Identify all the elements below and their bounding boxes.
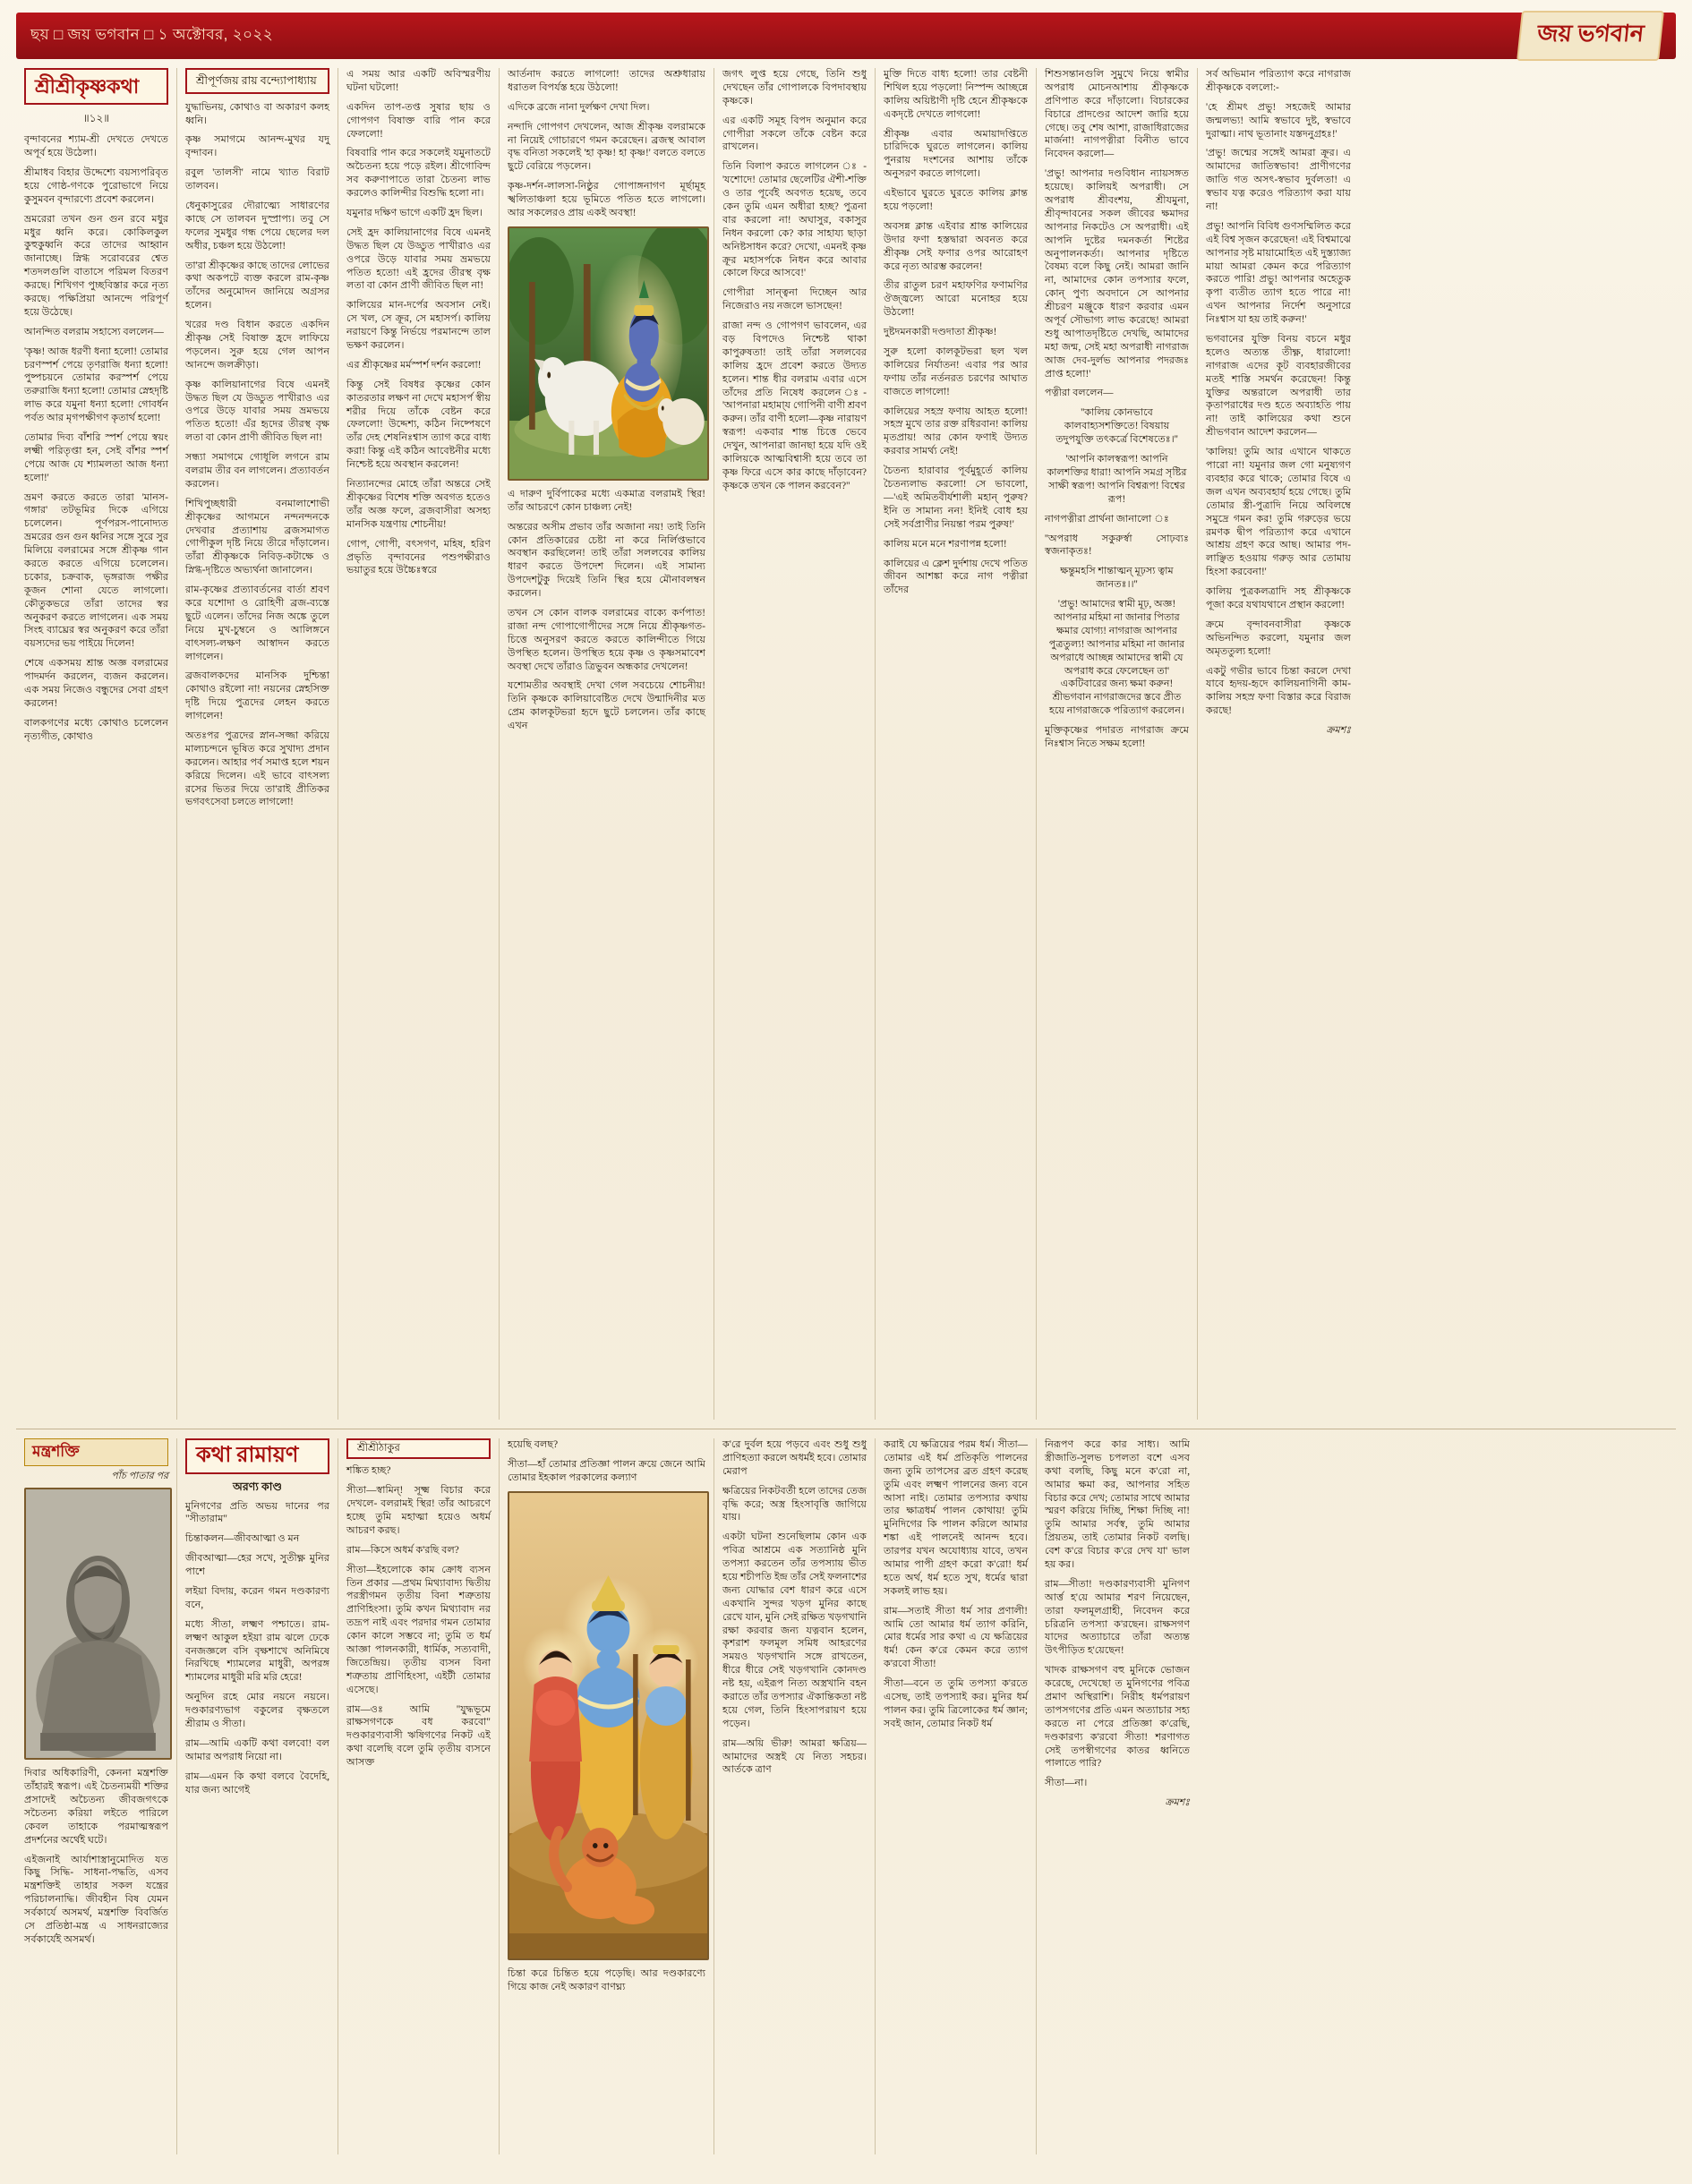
ramayan-col-3 [500, 1438, 714, 2154]
paragraph: কালিয়ের এ ক্লেশ দুর্দশায় দেখে পতিত জীবন আশঙ্কা করে নাগ পত্নীরা তাঁদের [884, 558, 1028, 596]
krishna-col-1 [16, 68, 177, 1420]
paragraph: এ সময় আর একটি অবিস্মরণীয় ঘটনা ঘটলো! [346, 69, 491, 93]
paragraph: রাম—সীতা! দণ্ডকারণ্যবাসী মুনিগণ আর্ত্ত হ'য়ে আমার শরণ নিয়েছেন, তারা ফলমূলগ্রাহী, নিবেদন করে চরিত্রনি তপস্যা ক'রছেন। রাক্ষসগণ যাদের অত্যাচারে তাঁরা অত্যন্ত উৎপীড়িত হ'য়েছেন! [1045, 1578, 1190, 1657]
paragraph: রাম—ওঃ আমি "যুদ্ধভূমে রাক্ষসগণকে বধ করবো" দণ্ডকারণ্যবাসী ঋষিগণের নিকট এই কথা বলেছি বলে তুমি তৃতীয় ব্যসনে আসক্ত [346, 1703, 491, 1769]
paragraph: হয়েছি বলছ? [508, 1439, 559, 1450]
continued-marker: ক্রমশঃ [1165, 1797, 1190, 1809]
paragraph: চিন্তা করে চিন্তিত হয়ে পড়েছি। আর দণ্ডকারণ্যে গিয়ে কাজ নেই অকারণ বাণঘ্ন্য [508, 1967, 705, 1992]
paragraph: অবসন্ন ক্লান্ত এইবার শ্রান্ত কালিয়ের উদার ফণা হস্তদ্বারা অবনত করে শ্রীকৃষ্ণ সেই ফণার ওপর আরোহণ করে নৃত্য আরম্ভ করলেন! [884, 220, 1028, 272]
paragraph: এর শ্রীকৃষ্ণের মর্মস্পর্শ দর্শন করলো! [346, 359, 482, 371]
krishna-col-6 [876, 68, 1037, 1420]
paragraph: কৃষ্ণ-দর্শন-লালসা-নিষ্ঠুর গোপাঙ্গনাগণ মূর্ছামূহ স্খলিতাঞ্চলা হয়ে ভূমিতে পতিত হতে লাগলো। আর সকলেরও প্রায় একই অবস্থা! [508, 181, 705, 219]
krishna-with-calf-illustration [508, 226, 709, 481]
paragraph: সুরু হলো কালকূটভরা ছল খল কালিয়ের নির্যাতন! এবার পর আর ফণায় তাঁর নর্তনরত চরণের আঘাত বাজতে লাগলো! [884, 346, 1028, 397]
paragraph: 'প্রভু! আপনার দণ্ডবিধান ন্যায়সঙ্গত হয়েছে। কালিয়ই অপরাধী। সে অপরাধ শ্রীবংশয়, শ্রীযমুনা, শ্রীবৃন্দাবনের সকল জীবের ক্ষমাদর আপনার নিকটেও সে অপরাধী। এই আপনি দুষ্টের দমনকর্তা শিষ্টের অনুপালনকর্তা। আপনার দৃষ্টিতে বৈষম্য বলে কিছু নেই। আমরা জানি না, আমাদের কোন তপস্যার ফলে, কোন্ পুণ্য অবদানে সে আপনার শ্রীচরণ মঞ্জুকে ধারণ করবার এমন অপূর্ব সৌভাগ্য লাভ করেছে! আমরা শুধু আপাতদৃষ্টিতে দেখছি, আমাদের মহা জন্ম, সেই মহা অপরাধী নাগরাজ আজ দেব-দুর্লভ আপনার পদরজঃ প্রাপ্ত হলো!' [1045, 168, 1189, 380]
paragraph: জগৎ লুপ্ত হয়ে গেছে, তিনি শুধু দেখছেন তাঁর গোপালকে বিপদাবস্থায় কৃষ্ণকে। [722, 69, 867, 107]
paragraph: অতঃপর পুত্রদের স্নান-সজ্জা করিয়ে মাল্যচন্দনে ভূষিত করে সুখাদ্য প্রদান করলেন। আহার পর্ব সমাপ্ত হলে শয়ন করিয়ে দিলেন। এই ভাবে বাৎসল্য রসের ভিতর দিয়ে তা'রাই প্রীতিকর ভগবৎসেবা চলতে লাগলো! [185, 730, 329, 808]
mantra-shakti-column [16, 1438, 177, 2154]
paragraph: সীতা—না। [1045, 1778, 1088, 1789]
paragraph: সন্ধ্যা সমাগমে গোধূলি লগনে রাম বলরাম তীর বন লাগলেন। প্রত্যাবর্তন করলেন। [185, 452, 329, 490]
paragraph: শিশুসন্তানগুলি সুমুখে নিয়ে স্বামীর অপরাধ মোচনআশায় শ্রীকৃষ্ণকে প্রণিপাত করে দাঁড়ালো। বিচারকের বিচারে প্রাদণ্ডের আদেশ জারি হয়ে গেছে। তবু শেষ আশা, রাজাধিরাজের মার্জনা! নাগপত্নীরা বিনীত ভাবে নিবেদন করলো— [1045, 69, 1189, 160]
paragraph: নিরূপণ করে কার সাধ্য। আমি স্ত্রীজাতি-সুলভ চপলতা বশে এসব কথা বলছি, কিছু মনে ক'রো না, আমার ক্ষমা কর, আপনার সহিত বিচার করে দেখ; তোমার সাথে আমার স্মরণ করিয়ে দিচ্ছি, শিক্ষা দিচ্ছি না! তুমি আমার সর্বস্ব, তুমি আমার প্রিয়তম, তাই তোমার নিকট বলছি। বেশ ক'রে বিচার ক'রে দেখ যা' ভাল হয় কর। [1045, 1439, 1190, 1571]
paragraph: গোপ, গোপী, বৎসগণ, মহিষ, হরিণ প্রভৃতি বৃন্দাবনের পশুপক্ষীরাও ভয়াতুর হয়ে উচ্চৈঃস্বরে [346, 538, 491, 576]
krishna-col-3 [338, 68, 500, 1420]
paragraph: তখন সে কোন বালক বলরামের বাক্যে কর্ণপাত! রাজা নন্দ গোপাগোপীদের সঙ্গে নিয়ে শ্রীকৃষ্ণগত-চিত্তে অনুসরণ করতে করতে কালিন্দীতে গিয়ে উপস্থিত হলেন। উপস্থিত হয়ে কৃষ্ণ ও কৃষ্ণসমাবেশ অবস্থা দেখে তাঁরাও ত্রিভুবন অন্ধকার দেখলেন! [508, 608, 705, 672]
paragraph: সীতা—স্বামিন্! সূক্ষ্ম বিচার করে দেখলে- বলরামই স্থির! তাঁর আচরণে হচ্ছে তুমি মহাত্মা হয়েও অধর্ম আচরণ করছ। [346, 1485, 491, 1536]
paragraph: একটা ঘটনা শুনেছিলাম কোন এক পবিত্র আশ্রমে এক সত্যানিষ্ঠ মুনি তপস্যা করতেন তাঁর তপস্যায় ভীত হয়ে শচীপতি ইন্দ্র তাঁর সেই ফলনাশের জন্য যোদ্ধার বেশ ধারণ করে এসে একখানি সুন্দর খড়গ মুনির কাছে রেখে যান, মুনি সেই রক্ষিত খড়গখানি রক্ষা করবার জন্য যত্নবান হলেন, কৃশরাশ ফলমূল সমিধ আহরণের সময়ও খড়গখানি সঙ্গে রাখতেন, ধীরে ধীরে সেই খড়গখানি কোনদণ্ড নষ্ট হয়, এইরূপ নিত্য অস্ত্রখানি বহন করাতে তাঁর তপস্যার ঐকান্তিকতা নষ্ট হয়ে গেল, তিনি হিংসাপরায়ণ হয়ে পড়েন। [722, 1531, 867, 1729]
mantra-shakti-continued-from: পাঁচ পাতার পর [111, 1470, 168, 1481]
paragraph: চৈতন্য হারাবার পূর্বমুহূর্তে কালিয় চৈতন্যলাভ করলো! সে ভাবলো,—'এই অমিতবীর্যশালী মহান্ পুরুষ? ইনি ত সামান্য নন! ইনিই বোধ হয় সেই সর্বপ্রাণীর নিয়ন্তা পরম পুরুষ!' [884, 465, 1028, 530]
katha-ramayan-title: কথা রামায়ণ [196, 1444, 299, 1467]
paragraph: তা'রা শ্রীকৃষ্ণের কাছে তাদের লোভের কথা অকপটে ব্যক্ত করলে রাম-কৃষ্ণ তাঁদের অনুমোদন জানিয়ে অগ্রসর হলেন। [185, 260, 329, 311]
paragraph: সর্ব অভিমান পরিত্যাগ করে নাগরাজ শ্রীকৃষ্ণকে বললো:- [1206, 69, 1351, 93]
paragraph: ''কালিয় কোনভাবে কালবাহ্যসশক্তিতে! বিষয়ায় তদুপযুক্তি তৎকর্ত্রে বিশেষতেঃ।'' [1055, 407, 1178, 446]
paragraph: আনন্দিত বলরাম সহাস্যে বললেন— [24, 326, 164, 337]
paragraph: ক্ষত্রিয়ের নিকটবর্তী হলে তাদের তেজ বৃদ্ধি করে; অস্ত্র হিংসাবৃত্তি জাগিয়ে যায়। [722, 1485, 867, 1523]
paragraph: এদিকে ব্রজে নানা দুর্লক্ষণ দেখা দিল। [508, 101, 650, 113]
paragraph: শ্রীকৃষ্ণ এবার অমায়াদপ্তিতে চারিদিকে ঘুরতে লাগলেন। কালিয় পুনরায় দংশনের আশায় তাঁকে অনুসরণ করতে লাগলো। [884, 128, 1028, 180]
paragraph: করাই যে ক্ষত্রিয়ের পরম ধর্ম। সীতা—তোমার এই ধর্ম প্রতিকৃতি পালনের জন্য তুমি তাপসের ব্রত গ্রহণ করেছ তুমি এবং লক্ষ্মণ পালনের জন্য বনে আসা নাই। তোমার তপস্যার কথায় তার ক্ষাত্রধর্ম পালন কোথায়! তুমি মুনিদিগের কি পালন করিলে আমার শঙ্কা এই পালনেই আনন্দ হবে। তারপর যখন অযোধ্যায় যাবে, তখন আমার পাপী গ্রহণ করো ক'রো! ধর্ম হতে অর্থ, ধর্ম হতে সুখ, ধর্মের দ্বারা সকলই লাভ হয়। [884, 1439, 1028, 1597]
paragraph: একটু গভীর ভাবে চিন্তা করলে দেখা যাবে হৃদয়-হৃদে কালিয়নাগিনী কাম-কালিয় সহস্র ফণা বিস্তার করে বিরাজ করছে! [1206, 665, 1351, 717]
ramayan-col-4 [714, 1438, 876, 2154]
paragraph: অনুদিন রহে মোর নয়নে নয়নে। দণ্ডকারণ্যভাগ বকুলের বৃক্ষতলে শ্রীরাম ও সীতা। [185, 1692, 329, 1729]
paragraph: ক'রে দুর্বল হয়ে পড়বে এবং শুধু শুধু প্রাণিহত্যা করলে অধর্মই হবে। তোমার মেরাপ [722, 1439, 867, 1477]
ramayan-col-2 [338, 1438, 500, 2154]
paragraph: কিন্তু সেই বিষধর কৃষ্ণের কোন কাতরতার লক্ষণ না দেখে মহাসর্প স্বীয় শরীর দিয়ে তাঁকে বেষ্টন করে ফেললো! উদ্দেশ্য, কঠিন নিষ্পেষণে তাঁর দেহ শেষনিঃশ্বাস ত্যাগ করে বাধ্য করা! কিন্তু এই কঠিন আবেষ্টনীর মধ্যে নিশ্চেষ্ট হয়ে অবস্থান করলেন! [346, 379, 491, 471]
masthead-issue-line: ছয় □ জয় ভগবান □ ১ অক্টোবর, ২০২২ [30, 26, 274, 43]
paragraph: গোপীরা সান্ত্বনা দিচ্ছেন আর নিজেরাও নয় নজলে ভাসছেন! [722, 287, 867, 312]
paragraph: রাম—সতাই সীতা ধর্ম সার প্রণালী! আমি তো আমার ধর্ম ত্যাগ করিনি, মোর ধর্মের সার কথা এ যে ক্ষত্রিয়ের ধর্ম! কেন ক'রে কেমন করে ত্যাগ ক'রবো সীতা! [884, 1605, 1028, 1670]
paragraph: একদিন তাপ-তপ্ত সুষার ছায় ও গোপগণ বিষাক্ত বারি পান করে ফেললো! [346, 101, 491, 140]
krishna-katha-author: শ্রীপূর্ণজয় রায় বন্দ্যোপাধ্যায় [196, 74, 317, 87]
paragraph: ভ্রমণ করতে করতে তারা 'মানস-গঙ্গার' তটভূমির দিকে এগিয়ে চলেলেন। পূর্ণপরস-পানোদ্যত ভ্রমরের গুন গুন ধ্বনির সঙ্গে সুরে সুর মিলিয়ে বলরামের সঙ্গে শ্রীকৃষ্ণ গান করতে করতে এগিয়ে চলেলেন। চকোর, চক্রবাক, ভৃঙ্গরাজ পক্ষীর কূজন শোনা যেতে লাগলো। কৌতুকভরে তাঁরা তাদের স্বর অনুকরণ করতে লাগলেন। এক সময় সিংহ ব্যাঘ্রের স্বর অনুকরণ করে তাঁরা বয়স্যদের ভয় পাইয়ে দিলেন! [24, 491, 168, 650]
paragraph: সীতা—ইহলোকে কাম ক্রোধ ব্যসন তিন প্রকার —প্রথম মিথ্যাবাদ্য দ্বিতীয় পরস্ত্রীগমন তৃতীয় বিনা শত্রুতায় প্রাণিহিংসা। তুমি কখন মিথ্যাবাদ নর তদ্রূপ নাই এবং পরদার গমন তোমার কোন কালে সম্ভবে না; তুমি ত ধর্ম আজ্ঞা পালনকারী, ধার্মিক, সত্যবাদী, জিতেন্দ্রিয়। তৃতীয় ব্যসন বিনা শত্রুতায় প্রাণিহিংসা, এইটী তোমার এসেছে। [346, 1564, 491, 1695]
paragraph: লইয়া বিদায়, করেন গমন দণ্ডকারণ্য বনে, [185, 1585, 329, 1610]
paragraph: কৃষ্ণ সমাগমে আনন্দ-মুখর যদু বৃন্দাবন। [185, 134, 329, 159]
paragraph: ক্ষন্তুমহসি শান্তাত্মন্ মূঢ়স্য ত্বাম জানতঃ।।'' [1060, 566, 1174, 591]
masthead [16, 13, 1676, 59]
lower-section [16, 1438, 1676, 2154]
paragraph: রাম—কিসে অধর্ম ক'রছি বল? [346, 1544, 459, 1556]
paragraph: খরের দণ্ড বিধান করতে একদিন শ্রীকৃষ্ণ সেই বিষাক্ত হ্রদে লাফিয়ে পড়লেন। সুরু হয়ে গেল আপন আনন্দে জলক্রীড়া। [185, 320, 329, 371]
paragraph: রাম-কৃষ্ণের প্রত্যাবর্তনের বার্তা শ্রবণ করে যশোদা ও রোহিণী ব্রজ-ব্যস্তে ছুটে এলেন। তাঁদের নিজ অঙ্কে তুলে নিয়ে মুখ-চুম্বনে ও আলিঙ্গনে বাৎসল্য-লক্ষণ আস্বাদন করতে লাগলেন। [185, 584, 329, 662]
krishna-col-4 [500, 68, 714, 1420]
paragraph: প্রভু! আপনি বিবিধ গুণসম্মিলিত করে এই বিশ্ব সৃজন করেছেন! এই বিশ্বমাঝে আপনার সৃষ্ট মায়ামোহিত এই দুস্ত্যাজ্য মায়া আমরা কেমন করে পরিত্যাগ করতে পারি! প্রভু! আপনার অহেতুক কৃপা ব্যতীত ত্যাগ হতে পারে না! এখন আপনার নির্দেশ অনুসারে নিঃশ্বাস যা হয় তাই করুন!' [1206, 220, 1351, 326]
masthead-logo: জয় ভগবান [1517, 11, 1664, 61]
paragraph: খাদক রাক্ষসগণ বহু মুনিকে ভোজন করেছে, দেখেছো ত মুনিগণের পবিত্র প্রমাণ অস্থিরাশি। নিরীহ ধর্মপরায়ণ তাপসগণের প্রতি এমন অত্যাচার সহ্য করতে না পেরে প্রতিজ্ঞা ক'রেছি, দণ্ডকারণ্য ক'রবো সীতা! শরণাগত সেই তপস্বীগণের কাতর ধ্বনিতে পালাতে পারি? [1045, 1665, 1190, 1770]
paragraph: ''অপরাধ সকুরুর্স্বা সোঢ়ব্যঃ স্বজনাকৃতঃ! [1045, 533, 1189, 558]
paragraph: কৃষ্ণ কালিয়ানাগের বিষে এমনই উদ্ধত ছিল যে উড্ডুত পাখীরাও এর ওপরে উড়ে যাবার সময় ভ্রমভয়ে পতিত হতো! এঁর হৃদের তীরস্থ বৃক্ষ লতা বা কোন প্রাণী জীবিত ছিল না! [185, 379, 329, 444]
paragraph: 'কৃষ্ণ! আজ ধরণী ধন্যা হলো! তোমার চরণস্পর্শ পেয়ে তৃণরাজি ধন্যা হলো! পুষ্পচয়নে তোমার করস্পর্শ পেয়ে তরুরাজি ধন্যা হলো! তোমার স্নেহদৃষ্টি লাভ করে যমুনা ধন্যা হলো! গোবর্ধন পর্বত আর মৃগপক্ষীগণ কৃতার্থ হলো! [24, 346, 168, 424]
mantra-shakti-header [24, 1438, 168, 1466]
paragraph: শঙ্কিত হচ্ছ? [346, 1465, 391, 1477]
krishna-katha-title: শ্রীশ্রীকৃষ্ণকথা [35, 75, 140, 98]
paragraph: 'হে শ্রীমৎ প্রভু! সহজেই আমার জন্মলভ্য! আমি স্বভাবে দুষ্ট, স্বভাবে দুরাত্মা। নাথ ভূতানাং যস্তদনুগ্রহঃ!' [1206, 101, 1351, 140]
paragraph: জীবআত্মা—হের সখে, সুতীক্ষ্ণ মুনির পাশে [185, 1553, 329, 1578]
paragraph: নিত্যানন্দের মোহে তাঁরা অন্তরে সেই শ্রীকৃষ্ণের বিশেষ শক্তি অবগত হতেও তাঁর অজ্ঞ ফলে, ব্রজবাসীরা অসহ্য মানসিক যন্ত্রণায় শোচনীয়! [346, 479, 491, 530]
paragraph: বৃন্দাবনের শ্যাম-শ্রী দেখতে দেখতে অপূর্ব হয়ে উঠেলা। [24, 134, 168, 159]
paragraph: রাম—এমন কি কথা বলবে বৈদেহি, যার জন্য আগেই [185, 1770, 329, 1796]
krishna-katha-serial: ॥১২॥ [82, 112, 110, 125]
continued-marker: ক্রমশঃ [1326, 725, 1351, 737]
paragraph: আর্তনাদ করতে লাগলো! তাদের অশ্রুধারায় ধরাতল বিপর্যস্ত হয়ে উঠলো! [508, 69, 705, 93]
paragraph: ভগবানের যুক্তি বিনয় বচনে মধুর হলেও অত্যন্ত তীক্ষ্ণ, ধারালো! নাগরাজ এদের কূট ব্যবহারজীবের মতই শাস্তি সমর্থন করেছেন! কিন্তু যুক্তির অন্তরালে অপরাধী তার কৃতাপরাধের দণ্ড হতে অব্যাহতি পায় না! তাই কালিয়ের কথা শুনে শ্রীভগবান আদেশ করলেন— [1206, 334, 1351, 439]
paragraph: রবুল 'তালসী' নামে খ্যাত বিরাট তালবন। [185, 167, 329, 192]
paragraph: ধেনুকাসুরের দৌরাত্ম্যে সাধারণের কাছে সে তালবন দুস্প্রাপ্য। তবু সে ফলের সুমধুর গন্ধ পেয়ে ছেলের দল অধীর, চঞ্চল হয়ে উঠলো! [185, 200, 329, 252]
krishna-col-8 [1198, 68, 1359, 1420]
katha-ramayan-author-block [346, 1438, 491, 1459]
paragraph: 'কালিয়! তুমি আর এখানে থাকতে পারো না! যমুনার জল গো মনুষ্যগণ ব্যবহার করে থাকে; তোমার বিষে এ জল এখন অব্যবহার্য হয়ে গেছে। তুমি তোমার স্ত্রী-পুত্রাদি নিয়ে অবিলম্বে সমুদ্রে গমন কর! তুমি গরুড়ের ভয়ে রমণক দ্বীপ পরিত্যাগ করে এখানে আশ্রয় গ্রহণ করে আছ। আমার পদ-লাঞ্ছিত হওয়ায় গরুড় আর তোমায় হিংসা করবেনা!' [1206, 447, 1351, 578]
paragraph: 'প্রভু! আমাদের স্বামী মূঢ়, অজ্ঞ! আপনার মহিমা না জানার পিতার ক্ষমার যোগ্য! নাগরাজ আপনার পুত্রতুল্য! আপনার মহিমা না জানার অপরাধে আচ্ছন্ন আমাদের স্বামী যে অপরাধ করে ফেলেছেন তা' একটিবারের জন্য ক্ষমা করুন! শ্রীভগবান নাগরাজদের স্তবে প্রীত হয়ে নাগরাজকে পরিত্যাগ করলেন। [1048, 599, 1185, 717]
krishna-col-2 [177, 68, 338, 1420]
paragraph: বালকগণের মধ্যে কোথাও চলেলেন নৃত্যগীত, কোথাও [24, 717, 168, 742]
krishna-col-7 [1037, 68, 1198, 1420]
paragraph: কালিয় পুত্রকলত্রাদি সহ শ্রীকৃষ্ণকে পূজা করে যথাযথানে প্রস্থান করলো! [1206, 586, 1351, 610]
paragraph: নন্দাদি গোপগণ দেখলেন, আজ শ্রীকৃষ্ণ বলরামকে না নিয়েই গোচারণে গমন করেছেন। ব্রজস্থ আবাল বৃদ্ধ বনিতা সকলেই 'হা কৃষ্ণ! হা কৃষ্ণ!' বলতে বলতে ছুটে বেরিয়ে পড়লেন। [508, 121, 705, 173]
paragraph: এইভাবে ঘুরতে ঘুরতে কালিয় ক্লান্ত হয়ে পড়লো! [884, 188, 1028, 213]
paragraph: শেষে একসময় শ্রান্ত অজ্ঞ বলরামের পাদমর্দন করলেন, ব্যজন করলেন। এক সময় নিজেও বন্ধুদের সেবা গ্রহণ করলেন! [24, 658, 168, 709]
ramayan-section-title: অরণ্য কাণ্ড [233, 1480, 282, 1493]
paragraph: কালিয়ের সহস্র ফণায় আহত হলো! সহস্র মুখে তার রক্ত রধিরবান! কালিয় মৃতপ্রায়! আর কোন ফণাই উদ্যত করবার সামর্থ্য নেই! [884, 405, 1028, 457]
katha-ramayan-header [185, 1438, 329, 1474]
paragraph: এর একটি সমূহ বিপদ অনুমান করে গোপীরা সকলে তাঁকে বেষ্টন করে রাখলেন। [722, 115, 867, 153]
paragraph: রাজা নন্দ ও গোপগণ ভাবলেন, এর বড় বিপদেও নিশ্চেষ্ট থাকা কাপুরুষতা! তাই তাঁরা সললবের কালিয় হ্রদে প্রবেশ করতে উদ্যত হলেন। শান্ত ধীর বলরাম এবার এসে তাঁদের প্রতি নিষেধ করলেন ঃ-'আপনারা মহামা্য গোপিনী বাণী শ্রবণ করুন। তাঁর বাণী হলো—কৃষ্ণ নারায়ণ স্বরূপ! একবার শান্ত চিত্তে ভেবে দেখুন, আপনারা জানছা হয়ে যদি ওই কালিয়কে আত্মবিশ্বাসী হয়ে তবে তা কৃষ্ণ ফিরে এসে কার কাছে দাঁড়াবেন? কৃষ্ণকে তখন কে পালন করবেন?" [722, 320, 867, 491]
paragraph: তিনি বিলাপ করতে লাগলেন ঃ - 'যশোদে! তোমার ছেলেটির ঐশী-শক্তি ও তার পূর্বেই অবগত হয়েছ, তবে কেন তুমি এমন অধীরা হচ্ছ? পুত্রনা বার করলো না! অঘাসুর, বকাসুর নিধন করলো কে? কার সাহায্য ছাড়া অনিষ্টসাধন করে? দেখো, এমনই কৃষ্ণ ক্রূর মহাসর্পকে নিধন করে আবার কোলে ফিরে আসবে!' [722, 161, 867, 279]
mantra-shakti-title: মন্ত্রশক্তি [32, 1443, 80, 1460]
krishna-col-5 [714, 68, 876, 1420]
paragraph: মুক্তিকৃষ্ণের পদারত নাগরাজ ক্রমে নিঃশ্বাস নিতে সক্ষম হলো! [1045, 725, 1189, 749]
paragraph: বিষবারি পান করে সকলেই যমুনাতটে অচৈতন্য হয়ে পড়ে রইল। শ্রীগোবিন্দ সব করুণাপাতে তারা চৈতন্য লাভ করলেও কালিন্দীর বিশুদ্ধি হলো না। [346, 148, 491, 200]
paragraph: 'আপনি কালস্বরূপ! আপনি কালশক্তির ধারা! আপনি সমগ্র সৃষ্টির সাক্ষী স্বরূপ! আপনি বিশ্বরূপ! বিশ্বের রূপ! [1047, 454, 1187, 505]
paragraph: দিবার অধিকারিণী, কেননা মন্ত্রশক্তি তাঁহারই স্বরূপ। এই চৈতন্যময়ী শক্তির প্রসাদেই অচৈতন্য জীবজগৎকে সচৈতন্য করিয়া লইতে পারিলে কেবল তাহাকে পরমাত্মস্বরূপ প্রদর্শনের অর্থেই ঘটে। [24, 1768, 168, 1846]
paragraph: সীতা—বনে ত তুমি তপস্যা ক'রতে এসেছ, তাই তপস্যাই কর। মুনির ধর্ম পালন কর। তুমি ত্রিলোকের ধর্ম জ্ঞান; সবই জান, তোমার নিকট ধর্ম [884, 1678, 1028, 1729]
krishna-katha-title-block [24, 68, 168, 105]
paragraph: 'প্রভু! জন্মের সঙ্গেই আমরা ক্রূর। এ আমাদের জাতিস্বভাব! প্রাণীগণের জাতি গত অসৎ-স্বভাব দুর্বলতা! এ স্বভাব যত্ন করেও পরিত্যাগ করা যায় না! [1206, 148, 1351, 213]
ramayan-col-5 [876, 1438, 1037, 2154]
krishna-katha-author-block [185, 68, 329, 94]
paragraph: রাম—অয়ি ভীরু! আমরা ক্ষত্রিয়—আমাদের অস্ত্রই যে নিত্য সহচর। আর্তকে ত্রাণ [722, 1737, 867, 1776]
paragraph: চিন্তাকলন—জীবআত্মা ও মন [185, 1533, 300, 1545]
paragraph: নাগপত্নীরা প্রার্থনা জানালো ঃ [1045, 513, 1169, 525]
paragraph: পত্নীরা বললেন— [1045, 388, 1114, 399]
paragraph: সেই হ্রদ কালিয়ানাগের বিষে এমনই উদ্ধত ছিল যে উড্ডুত পাখীরাও এর ওপরে উড়ে যাবার সময় ভ্রমভয়ে পতিত হতো! এই হ্রদের তীরস্থ বৃক্ষ লতা বা কোন প্রাণী জীবিত ছিল না! [346, 226, 491, 292]
paragraph: মধ্যে সীতা, লক্ষ্মণ পশ্চাতে। রাম-লক্ষ্মণ আকুল হইয়া রাম ঝলে ঢেকে বনজজ্ঞলে বসি বৃক্ষশাখে অনিমিষে নিরখিছে শ্যামলের মাধুরী, অপরঙ্গ শ্যামলের মাধুরী মরি মরি হেরে! [185, 1618, 329, 1684]
paragraph: তোমার দিব্য বাঁশরি স্পর্শ পেয়ে স্বয়ং লক্ষ্মী পরিতৃপ্তা হন, সেই বাঁশর স্পর্শ পেয়ে আজ যে শ্যামলতা আজ ধন্যা হলো!' [24, 432, 168, 483]
paragraph: মুনিগণের প্রতি অভয় দানের পর "সীতারাম" [185, 1500, 329, 1525]
krishna-katha-section [16, 68, 1676, 1420]
paragraph: সীতা—হাঁ তোমার প্রতিজ্ঞা পালন ক্রয়ে জেনে আমি তোমার ইহকাল পরকালের কল্যাণ [508, 1458, 705, 1483]
paragraph: অন্তরের অসীম প্রভাব তাঁর অজানা নয়! তাই তিনি কোন প্রতিকারের চেষ্টা না করে নির্লিপ্তভাবে অবস্থান করছিলেন! তাই তাঁরা সললবের কালিয় ধারণ করতে উপদেশ দিলেন। এই সামান্য উপদেশটুকু দিয়েই তিনি স্থির হয়ে মৌনাবলম্বন করলেন। [508, 521, 705, 600]
paragraph: এ দারুণ দুর্বিপাকের মধ্যে একমাত্র বলরামই স্থির! তাঁর আচরণে কোন চাঞ্চল্য নেই! [508, 488, 705, 513]
paragraph: শ্রীমাধব বিহার উদ্দেশ্যে বয়স্যপরিবৃত হয়ে গোষ্ঠ-গণকে পুরোভাগে নিয়ে কুসুমবন বৃন্দারণ্যে প্রবেশ করলেন। [24, 166, 168, 205]
ramayan-col-6 [1037, 1438, 1198, 2154]
paragraph: যমুনার দক্ষিণ ভাগে একটি হ্রদ ছিল। [346, 208, 483, 219]
paragraph: যশোমতীর অবস্থাই দেখা গেল সবচেয়ে শোচনীয়! তিনি কৃষ্ণকে কালিয়াবেষ্টিত দেখে উন্মাদিনীর মত প্রেম কালকূটভরা হৃদে ছুটে চললেন। তাঁর কাছে এখন [508, 680, 705, 732]
paragraph: ব্রজবালকদের মানসিক দুশ্চিন্তা কোথাও রইলো না! নয়নের স্নেহসিক্ত দৃষ্টি দিয়ে পুত্রদের লেহন করতে লাগলেন! [185, 670, 329, 722]
katha-ramayan-author: শ্রীশ্রীঠাকুর [357, 1443, 400, 1454]
paragraph: ক্রমে বৃন্দাবনবাসীরা কৃষ্ণকে অভিনন্দিত করলো, যমুনার জল অমৃততুল্য হলো! [1206, 619, 1351, 657]
paragraph: এইজনাই আর্যাশাস্ত্রানুমোদিত যত কিছু সিদ্ধি- সাধনা-পদ্ধতি, এসব মন্ত্রশক্তিই তাহার সকল যন্ত্রের পরিচালনাদ্ধি। জীবহীন বিষ যেমন সর্বকার্যে অসমর্থ, মন্ত্রশক্তি বিবর্জিত সে প্রতিষ্ঠা-মন্ত্র এ সাধনরাজ্যের সর্বকার্যেই অসমর্থ। [24, 1854, 168, 1945]
paragraph: শিখিপুচ্ছধারী বনমালাশোভী শ্রীকৃষ্ণের আগমনে নন্দনন্দনকে দেখবার প্রত্যাশায় ব্রজসমাগত গোপীকুল দৃষ্টি নিয়ে তীরে দাঁড়ালেন। তাঁরা শ্রীকৃষ্ণকে নিবিড়-কটাক্ষে ও স্নিগ্ধ-দৃষ্টিতে অভ্যর্থনা জানালেন। [185, 498, 329, 576]
paragraph: রাম—আমি একটি কথা বলবো! বল আমার অপরাধ নিয়ো না। [185, 1737, 329, 1762]
paragraph: মুক্তি দিতে বাধ্য হলো! তার বেষ্টনী শিথিল হয়ে পড়লো! নিস্পন্দ আচ্ছন্নে কালিয় অয়িষ্টাণী দৃষ্টি হেনে শ্রীকৃষ্ণকে একদৃষ্টে দেখতে লাগলো! [884, 69, 1028, 120]
paragraph: যুদ্ধাভিনয়, কোথাও বা অকারণ কলহ ধ্বনি। [185, 101, 329, 126]
paragraph: কালিয় মনে মনে শরণাপন্ন হলো! [884, 538, 1007, 550]
saint-portrait-photo [24, 1488, 172, 1760]
rama-sita-lakshmana-hanuman-illustration [508, 1491, 709, 1960]
paragraph: ভ্রমরেরা তখন গুন গুন রবে মধুর মধুর ধ্বনি করে। কোকিলকুল কুহুকুধ্বনি করে তাদের আহ্বান জানাচ্ছে। স্নিগ্ধ সরোবরের শ্বেত শতদলগুলি বাতাসে পরিমল বিতরণ করছে। শিখিগণ পুচ্ছবিস্তার করে নৃত্য করছে। পক্ষিপ্রিয়া আনন্দে পরিপূর্ণ হয়ে উঠেছে। [24, 213, 168, 318]
paragraph: দুষ্টদমনকারী দণ্ডদাতা শ্রীকৃষ্ণ! [884, 327, 997, 338]
ramayan-col-1 [177, 1438, 338, 2154]
paragraph: কালিয়ের মান-দর্পের অবসান নেই। সে খল, সে ক্রূর, সে মহাসর্প। কালিয় নরায়ণে কিন্তু নির্ভয়ে পরমানন্দে তাল ভক্ষণ করলেন। [346, 300, 491, 352]
paragraph: তীর রাতুল চরণ মহাফণির ফণামণির ঔজ্জ্বল্যে আরো মনোহর হয়ে উঠলো! [884, 280, 1028, 319]
